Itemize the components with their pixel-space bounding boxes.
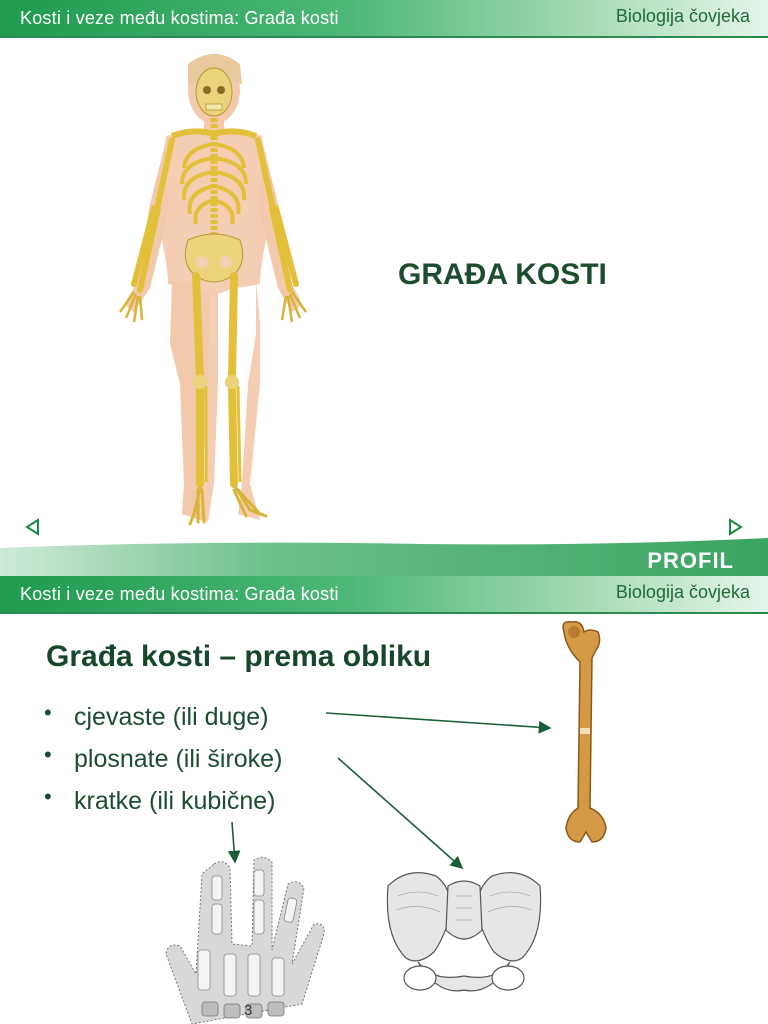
header-subject: Biologija čovjeka: [615, 582, 750, 602]
list-item: • kratke (ili kubične): [44, 780, 282, 822]
next-slide-button[interactable]: [724, 516, 746, 538]
page-number: 3: [244, 1002, 253, 1019]
hand-xray-illustration: [162, 854, 338, 1024]
human-skeleton-illustration: [110, 44, 320, 530]
femur-illustration: [552, 618, 622, 846]
list-item: • plosnate (ili široke): [44, 738, 282, 780]
header-divider: [0, 36, 768, 38]
bullet-icon: •: [44, 742, 52, 767]
bullet-icon: •: [44, 700, 52, 725]
prev-slide-button[interactable]: [22, 516, 44, 538]
header-topic: Kosti i veze među kostima: Građa kosti: [20, 584, 339, 604]
triangle-right-icon: [724, 516, 746, 538]
header-topic: Kosti i veze među kostima: Građa kosti: [20, 8, 339, 28]
slide-header: [0, 0, 768, 36]
triangle-left-icon: [22, 516, 44, 538]
slide-title: Građa kosti – prema obliku: [46, 640, 432, 673]
bullet-icon: •: [44, 784, 52, 809]
list-item: • cjevaste (ili duge): [44, 696, 282, 738]
arrow-to-femur: [326, 713, 550, 728]
slide-2: [0, 576, 768, 1024]
pelvis-illustration: [378, 866, 550, 1002]
slide-title: GRAĐA KOSTI: [398, 258, 607, 291]
arrow-to-pelvis: [338, 758, 462, 868]
header-subject: Biologija čovjeka: [615, 6, 750, 26]
publisher-logo: PROFIL: [647, 548, 734, 573]
